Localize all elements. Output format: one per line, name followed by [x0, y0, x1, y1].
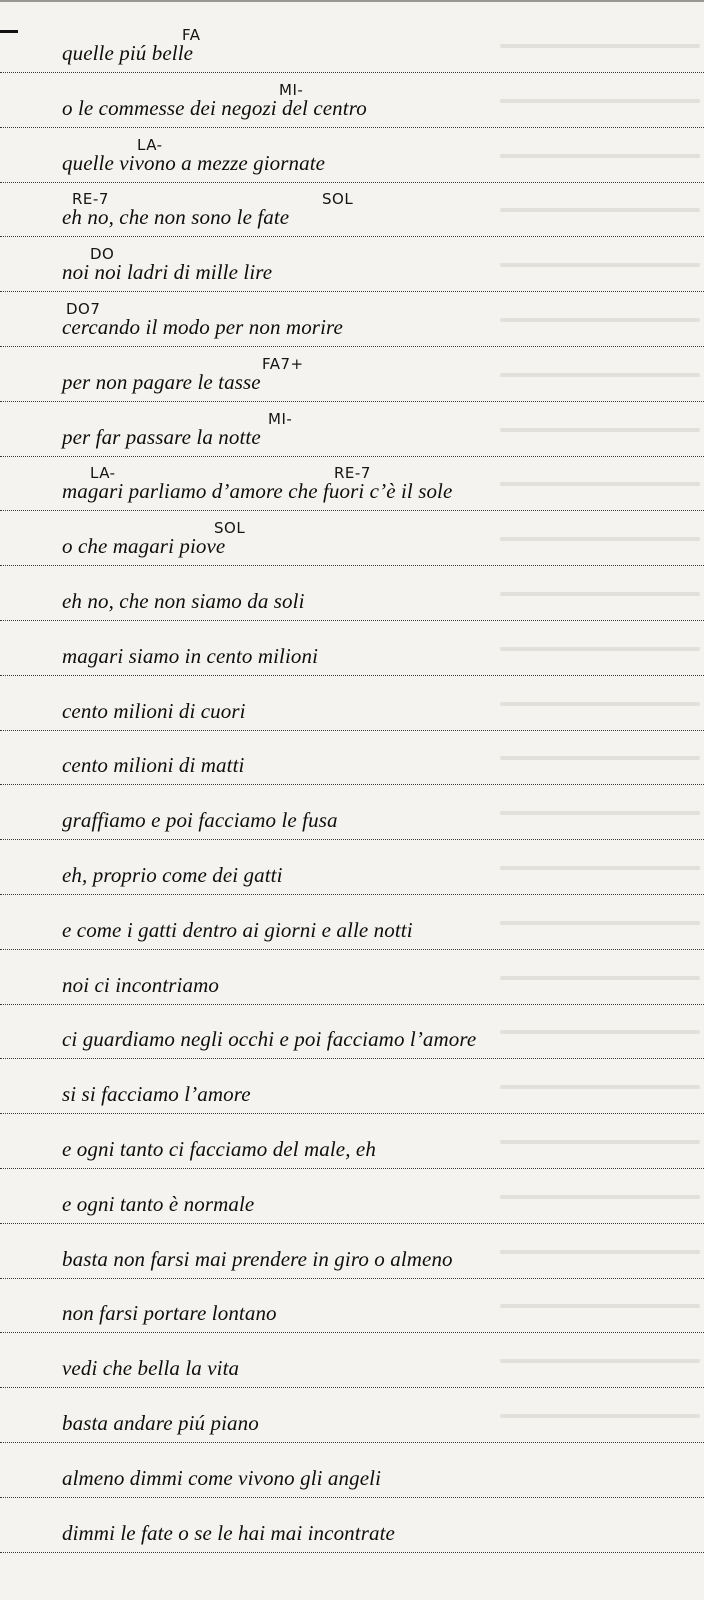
lyric-line	[0, 354, 704, 408]
lyric-text: noi noi ladri di mille lire	[62, 260, 273, 285]
dotted-rule	[0, 182, 704, 183]
lyric-text: per far passare la notte	[62, 424, 261, 449]
dotted-rule	[0, 1004, 704, 1005]
chord-annotation: LA-	[90, 464, 116, 483]
lyric-text: noi ci incontriamo	[62, 972, 219, 997]
lyric-line	[0, 519, 704, 572]
dotted-rule	[0, 730, 704, 731]
lyric-line	[0, 26, 704, 79]
dotted-rule	[0, 1113, 704, 1114]
lyric-line	[0, 632, 704, 682]
dotted-rule	[0, 72, 704, 73]
dotted-rule	[0, 291, 704, 292]
lyric-text: magari siamo in cento milioni	[62, 643, 319, 668]
lyric-line	[0, 300, 704, 353]
lyric-text: e ogni tanto ci facciamo del male, eh	[62, 1137, 376, 1161]
lyric-text: quelle piú belle	[62, 41, 194, 65]
lyric-text: o che magari piove	[62, 534, 226, 559]
dotted-rule	[0, 346, 704, 347]
lyric-text: almeno dimmi come vivono gli angeli	[62, 1465, 382, 1490]
lyric-line	[0, 1454, 704, 1504]
lyric-text: cento milioni di matti	[62, 753, 245, 778]
lyric-text: vedi che bella la vita	[62, 1356, 240, 1381]
lyric-text: o le commesse dei negozi del centro	[62, 95, 367, 120]
lyric-text: non farsi portare lontano	[62, 1301, 277, 1326]
lyric-line	[0, 687, 704, 737]
dotted-rule	[0, 1278, 704, 1279]
lyric-line	[0, 1125, 704, 1175]
dotted-rule	[0, 1058, 704, 1059]
lyric-text: eh no, che non sono le fate	[62, 205, 290, 230]
top-rule	[0, 0, 704, 2]
lyric-text: si si facciamo l’amore	[62, 1082, 251, 1107]
dotted-rule	[0, 784, 704, 785]
lyric-line	[0, 961, 704, 1011]
chord-annotation: RE-7	[72, 190, 109, 209]
lyric-line	[0, 1180, 704, 1230]
lyric-line	[0, 577, 704, 627]
chord-annotation: SOL	[322, 190, 354, 209]
lyric-text: basta andare piú piano	[62, 1411, 259, 1435]
dotted-rule	[0, 1442, 704, 1443]
chord-annotation: LA-	[137, 135, 163, 154]
lyric-line	[0, 906, 704, 956]
lyric-line	[0, 1070, 704, 1120]
lyric-text: quelle vivono a mezze giornate	[62, 150, 326, 175]
lyric-text: graffiamo e poi facciamo le fusa	[62, 808, 338, 833]
lyric-line	[0, 1235, 704, 1285]
chord-annotation: DO7	[66, 300, 101, 318]
chord-annotation: MI-	[268, 409, 293, 428]
lyric-line	[0, 245, 704, 298]
dotted-rule	[0, 565, 704, 566]
chord-annotation: RE-7	[334, 464, 371, 483]
lyric-text: per non pagare le tasse	[62, 369, 261, 394]
lyric-line	[0, 851, 704, 901]
lyric-text: e come i gatti dentro ai giorni e alle notti	[62, 917, 413, 942]
lyric-line	[0, 796, 704, 846]
dotted-rule	[0, 839, 704, 840]
lyric-line	[0, 741, 704, 791]
dotted-rule	[0, 401, 704, 402]
lyric-line	[0, 1015, 704, 1065]
chord-annotation: SOL	[214, 519, 246, 538]
dotted-rule	[0, 1497, 704, 1498]
dotted-rule	[0, 1332, 704, 1333]
chord-annotation: FA7+	[262, 354, 304, 373]
dotted-rule	[0, 675, 704, 676]
lyric-text: magari parliamo d’amore che fuori c’è il sole	[62, 479, 453, 504]
lyric-text: cento milioni di cuori	[62, 698, 246, 723]
lyric-text: basta non farsi mai prendere in giro o almeno	[62, 1246, 453, 1271]
lyric-text: eh no, che non siamo da soli	[62, 589, 305, 613]
dotted-rule	[0, 1552, 704, 1553]
lyric-text: eh, proprio come dei gatti	[62, 863, 283, 887]
lyric-line	[0, 1399, 704, 1449]
lyric-line	[0, 135, 704, 189]
lyric-line	[0, 1344, 704, 1394]
dotted-rule	[0, 236, 704, 237]
dotted-rule	[0, 620, 704, 621]
lyric-text: e ogni tanto è normale	[62, 1191, 255, 1216]
lyric-line	[0, 464, 704, 517]
lyric-text: ci guardiamo negli occhi e poi facciamo l’amore	[62, 1027, 477, 1052]
lyric-line	[0, 1289, 704, 1339]
lyric-line	[0, 1509, 704, 1559]
dotted-rule	[0, 949, 704, 950]
dotted-rule	[0, 510, 704, 511]
lyric-line	[0, 409, 704, 463]
chord-annotation: FA	[182, 26, 201, 44]
dotted-rule	[0, 456, 704, 457]
lyric-text: cercando il modo per non morire	[62, 315, 343, 339]
lyric-line	[0, 190, 704, 243]
lyric-text: dimmi le fate o se le hai mai incontrate	[62, 1520, 395, 1545]
dotted-rule	[0, 1168, 704, 1169]
dotted-rule	[0, 127, 704, 128]
dotted-rule	[0, 894, 704, 895]
chord-annotation: DO	[90, 245, 115, 264]
dotted-rule	[0, 1223, 704, 1224]
lyric-line	[0, 80, 704, 134]
dotted-rule	[0, 1387, 704, 1388]
chord-annotation: MI-	[279, 80, 304, 99]
